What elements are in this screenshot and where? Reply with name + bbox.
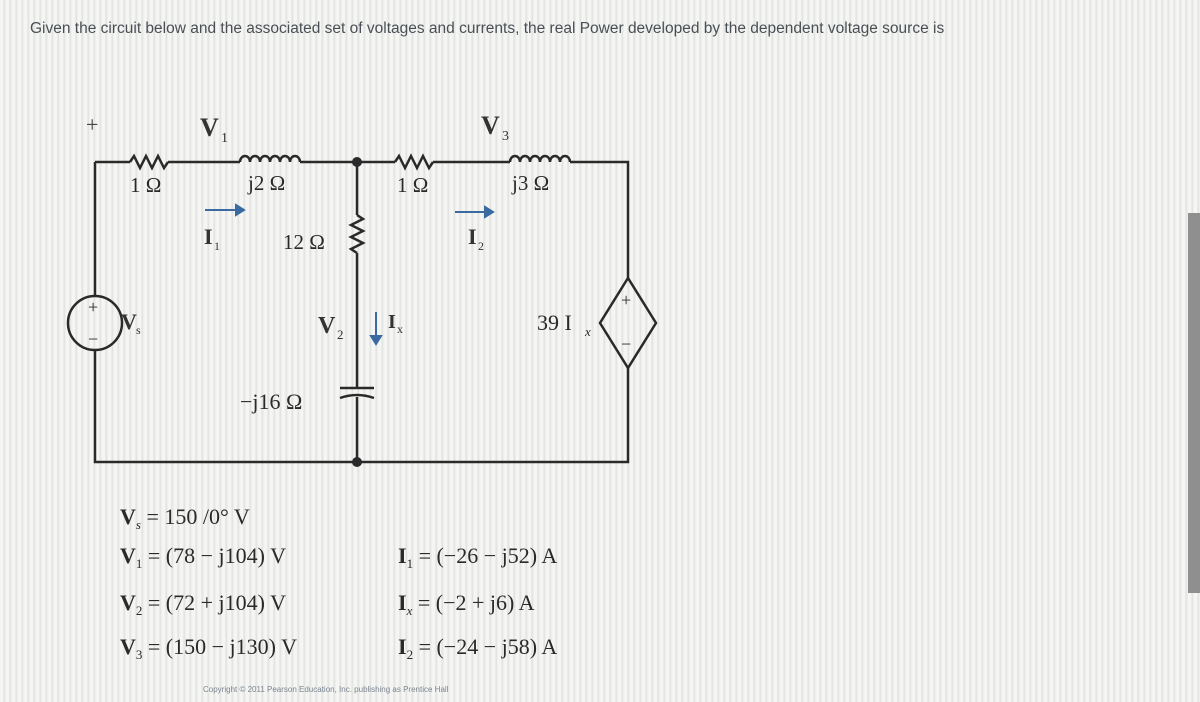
- eq-i1: $I_1 = (-26 - j52)$ A: [398, 543, 558, 571]
- eq-ix: $I_x = (-2 + j6)$ A: [398, 590, 535, 618]
- copyright: Copyright © 2011 Pearson Education, Inc. publishing as Prentice Hall: [203, 685, 449, 694]
- eq-i2: $I_2 = (-24 - j58)$ A: [398, 634, 558, 662]
- inductor-j2: [240, 156, 300, 162]
- label-dep-plus: +: [621, 290, 632, 310]
- label-v1: V: [200, 113, 219, 142]
- label-src-plus: +: [88, 297, 99, 317]
- label-r12: 12 Ω: [283, 230, 325, 254]
- label-i1: I: [204, 224, 213, 249]
- label-dep: 39 I: [537, 310, 572, 335]
- label-r2: 1 Ω: [397, 173, 429, 197]
- eq-vs: $V_s = 150$ /0° V: [120, 504, 250, 532]
- label-dep-sub: x: [585, 324, 591, 339]
- resistor-1ohm-left: [130, 156, 168, 168]
- question-text: Given the circuit below and the associated set of voltages and currents, the real Power developed by the dependent voltage source is: [30, 20, 945, 37]
- eq-v3: $V_3 = (150 - j130)$ V: [120, 634, 297, 662]
- eq-v2: $V_2 = (72 + j104)$ V: [120, 590, 286, 618]
- label-cap: −j16 Ω: [240, 389, 303, 414]
- label-r1: 1 Ω: [130, 173, 162, 197]
- label-plus-left: +: [86, 112, 99, 137]
- label-src-minus: −: [88, 329, 99, 349]
- resistor-1ohm-right: [395, 156, 433, 168]
- capacitor: [340, 388, 374, 398]
- label-i2: I: [468, 224, 477, 249]
- label-v2: V: [318, 313, 336, 339]
- resistor-12ohm: [351, 215, 363, 253]
- node-bottom: [352, 457, 362, 467]
- label-v3: V: [481, 111, 500, 140]
- label-i1-sub: 1: [214, 239, 220, 253]
- label-i2-sub: 2: [478, 239, 484, 253]
- node-top: [352, 157, 362, 167]
- label-vs-sub: s: [136, 323, 141, 337]
- label-x2: j3 Ω: [512, 171, 550, 195]
- label-v1-sub: 1: [221, 131, 228, 146]
- inductor-j3: [510, 156, 570, 162]
- label-dep-minus: −: [621, 334, 632, 354]
- label-v3-sub: 3: [502, 129, 509, 144]
- label-v2-sub: 2: [337, 327, 344, 342]
- label-vs: V: [121, 309, 137, 334]
- label-ix: I: [388, 311, 396, 333]
- scrollbar[interactable]: [1188, 213, 1200, 593]
- label-x1: j2 Ω: [248, 171, 286, 195]
- label-ix-sub: x: [397, 322, 403, 336]
- eq-v1: $V_1 = (78 - j104)$ V: [120, 543, 286, 571]
